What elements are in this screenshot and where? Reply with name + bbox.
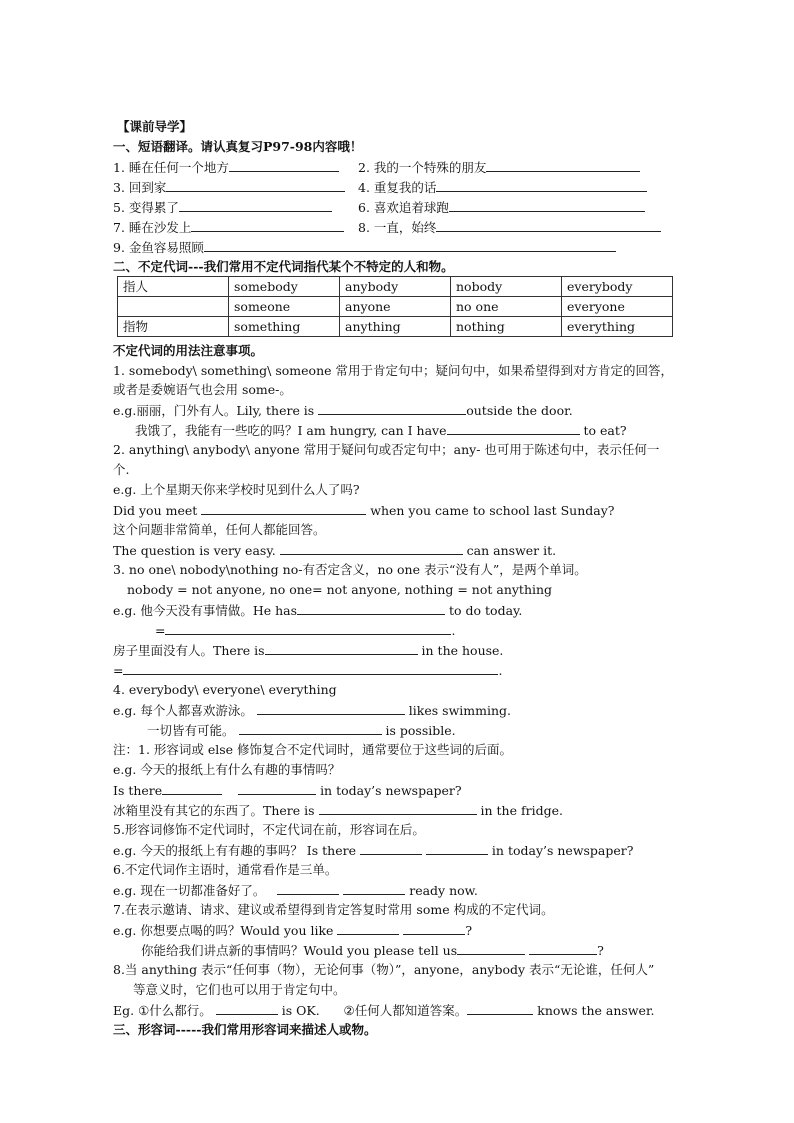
blank[interactable] bbox=[297, 601, 445, 615]
rule-text: 1. somebody\ something\ someone 常用于肯定句中；疑问句中，如果希望得到对方肯定的回答， bbox=[113, 363, 674, 378]
example-line: 一切皆有可能。 is possible. bbox=[147, 723, 456, 738]
blank[interactable] bbox=[179, 198, 332, 212]
blank[interactable] bbox=[280, 541, 463, 555]
blank[interactable] bbox=[265, 641, 418, 655]
example-line: e.g. 今天的报纸上有什么有趣的事情吗？ bbox=[113, 762, 341, 777]
blank[interactable] bbox=[447, 421, 580, 435]
phrase-item: 9. 金鱼容易照顾 bbox=[113, 238, 616, 256]
phrase-item: 5. 变得累了 bbox=[113, 198, 332, 216]
table-cell: no one bbox=[451, 297, 562, 317]
table-cell: something bbox=[229, 317, 340, 337]
blank[interactable] bbox=[191, 218, 344, 232]
example-line: = . bbox=[113, 663, 503, 678]
blank[interactable] bbox=[337, 921, 399, 935]
table-cell: anything bbox=[340, 317, 451, 337]
example-line: e.g. 上个星期天你来学校时见到什么人了吗? bbox=[113, 482, 360, 497]
example-line: 这个问题非常简单，任何人都能回答。 bbox=[113, 522, 326, 537]
blank[interactable] bbox=[257, 701, 405, 715]
blank[interactable] bbox=[436, 218, 661, 232]
rule-text: 6.不定代词作主语时，通常看作是三单。 bbox=[113, 862, 338, 877]
table-cell: somebody bbox=[229, 277, 340, 297]
phrase-item: 1. 睡在任何一个地方 bbox=[113, 158, 339, 176]
example-line: 我饿了，我能有一些吃的吗？I am hungry, can I have to eat? bbox=[135, 423, 627, 438]
table-cell: everybody bbox=[562, 277, 673, 297]
example-line: e.g. 他今天没有事情做。He has to do today. bbox=[113, 603, 523, 618]
phrase-item: 7. 睡在沙发上 bbox=[113, 218, 344, 236]
blank[interactable] bbox=[166, 178, 345, 192]
section2-title: 二、不定代词---我们常用不定代词指代某个不特定的人和物。 bbox=[113, 259, 454, 274]
rule-text: 8.当 anything 表示“任何事（物），无论何事（物）”，anyone，anybody 表示“无论谁，任何人” bbox=[113, 962, 655, 977]
phrase-item: 8. 一直，始终 bbox=[358, 218, 661, 236]
example-line: Did you meet when you came to school last Sunday? bbox=[113, 503, 615, 518]
table-row bbox=[118, 317, 673, 337]
blank[interactable] bbox=[436, 178, 647, 192]
table-cell: everything bbox=[562, 317, 673, 337]
blank[interactable] bbox=[467, 1001, 533, 1015]
example-line: e.g. 今天的报纸上有有趣的事吗？ Is there in today’s newspaper? bbox=[113, 843, 634, 858]
rule-text: 或者是委婉语气也会用 some-。 bbox=[113, 382, 292, 397]
phrase-item: 4. 重复我的话 bbox=[358, 178, 647, 196]
phrase-item: 6. 喜欢追着球跑 bbox=[358, 198, 645, 216]
example-line: e.g. 每个人都喜欢游泳。 likes swimming. bbox=[113, 703, 511, 718]
example-line: The question is very easy. can answer it. bbox=[113, 543, 557, 558]
example-line: 你能给我们讲点新的事情吗？Would you please tell us ? bbox=[141, 943, 604, 958]
rule-text: nobody = not anyone, no one= not anyone, nothing = not anything bbox=[127, 582, 553, 597]
example-line: Is there in today’s newspaper? bbox=[113, 783, 462, 798]
rule-text: 4. everybody\ everyone\ everything bbox=[113, 682, 337, 697]
table-cell: nobody bbox=[451, 277, 562, 297]
blank[interactable] bbox=[216, 1001, 278, 1015]
table-cell bbox=[118, 297, 229, 317]
blank[interactable] bbox=[486, 158, 640, 172]
blank[interactable] bbox=[319, 801, 395, 815]
table-cell: anybody bbox=[340, 277, 451, 297]
pronoun-table bbox=[117, 276, 673, 337]
rule-text: 3. no one\ nobody\nothing no-有否定含义，no one 表示“没有人”，是两个单词。 bbox=[113, 562, 587, 577]
blank[interactable] bbox=[457, 941, 525, 955]
blank[interactable] bbox=[238, 781, 316, 795]
blank[interactable] bbox=[426, 841, 488, 855]
blank[interactable] bbox=[395, 801, 477, 815]
rule-text: 7.在表示邀请、请求、建议或希望得到肯定答复时常用 some 构成的不定代词。 bbox=[113, 902, 554, 917]
rule-text: 等意义时，它们也可以用于肯定句中。 bbox=[133, 982, 346, 997]
blank[interactable] bbox=[360, 841, 422, 855]
section3-title: 三、形容词-----我们常用形容词来描述人或物。 bbox=[113, 1022, 377, 1037]
blank[interactable] bbox=[529, 941, 597, 955]
table-cell: someone bbox=[229, 297, 340, 317]
blank[interactable] bbox=[403, 921, 465, 935]
blank[interactable] bbox=[343, 881, 405, 895]
example-line: 冰箱里没有其它的东西了。There is in the fridge. bbox=[113, 803, 563, 818]
section1-title: 一、短语翻译。请认真复习P97-98内容哦！ bbox=[113, 139, 363, 154]
rule-text: 5.形容词修饰不定代词时，不定代词在前，形容词在后。 bbox=[113, 822, 425, 837]
table-cell: 指人 bbox=[118, 277, 229, 297]
phrase-item: 2. 我的一个特殊的朋友 bbox=[358, 158, 640, 176]
example-line: e.g. 现在一切都准备好了。 ready now. bbox=[113, 883, 478, 898]
table-row bbox=[118, 277, 673, 297]
rule-text: 个. bbox=[113, 462, 130, 477]
blank[interactable] bbox=[239, 721, 382, 735]
example-line: 房子里面没有人。There is in the house. bbox=[113, 643, 504, 658]
example-line: e.g. 你想要点喝的吗？Would you like ? bbox=[113, 923, 473, 938]
table-cell: anyone bbox=[340, 297, 451, 317]
blank[interactable] bbox=[165, 621, 451, 635]
heading: 【课前导学】 bbox=[117, 119, 193, 134]
blank[interactable] bbox=[449, 198, 645, 212]
blank[interactable] bbox=[229, 158, 339, 172]
blank[interactable] bbox=[162, 781, 222, 795]
blank[interactable] bbox=[201, 501, 366, 515]
table-cell: 指物 bbox=[118, 317, 229, 337]
rule-text: 2. anything\ anybody\ anyone 常用于疑问句或否定句中；any- 也可用于陈述句中，表示任何一 bbox=[113, 442, 660, 457]
blank[interactable] bbox=[204, 238, 616, 252]
blank[interactable] bbox=[318, 401, 466, 415]
phrase-item: 3. 回到家 bbox=[113, 178, 345, 196]
blank[interactable] bbox=[123, 661, 498, 675]
note-text: 注：1. 形容词或 else 修饰复合不定代词时，通常要位于这些词的后面。 bbox=[113, 742, 513, 757]
table-row bbox=[118, 297, 673, 317]
example-line: e.g.丽丽，门外有人。Lily, there is outside the door. bbox=[113, 403, 573, 418]
table-cell: nothing bbox=[451, 317, 562, 337]
blank[interactable] bbox=[277, 881, 339, 895]
example-line: Eg. ①什么都行。 is OK. ②任何人都知道答案。 knows the answer. bbox=[113, 1003, 655, 1018]
notes-title: 不定代词的用法注意事项。 bbox=[113, 343, 264, 358]
table-cell: everyone bbox=[562, 297, 673, 317]
example-line: = . bbox=[155, 623, 456, 638]
